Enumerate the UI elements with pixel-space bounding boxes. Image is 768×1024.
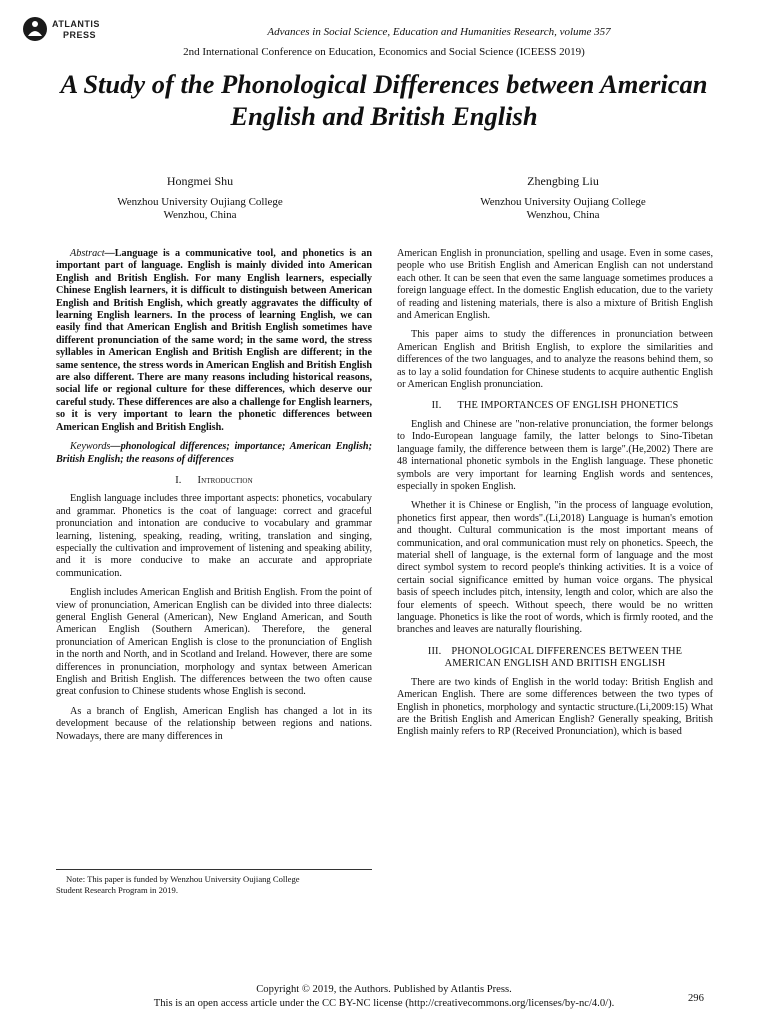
paragraph: This paper aims to study the differences in pronunciation between American English and British English, to explore the similarities and differences of the two languages, and to analyze the reasons behind them, so as to lay a solid foundation for Chinese students to acquire authentic English or American English pronunciation. bbox=[397, 329, 713, 391]
footnote bbox=[56, 874, 372, 895]
section-title: THE IMPORTANCES OF ENGLISH PHONETICS bbox=[457, 400, 679, 412]
section-heading-phonological-differences bbox=[397, 646, 713, 671]
paragraph: English and Chinese are "non-relative pronunciation, the former belongs to Indo-European language family, the latter belongs to Sino-Tibetan language family, the difference between them is large".(He,2002) There are 48 international phonetic symbols in the English language. These phonetic symbols are very important for learning English words and sentences, especially in spoken English. bbox=[397, 418, 713, 492]
keywords-label: Keywords bbox=[70, 441, 111, 453]
section-heading-importances bbox=[397, 400, 713, 412]
section-title: PHONOLOGICAL DIFFERENCES BETWEEN THE AMERICAN ENGLISH AND BRITISH ENGLISH bbox=[444, 645, 683, 670]
section-heading-introduction bbox=[56, 475, 372, 487]
author-affiliation: Wenzhou University Oujiang College bbox=[480, 195, 646, 208]
journal-header bbox=[0, 26, 768, 38]
paragraph: Whether it is Chinese or English, "in the process of language evolution, phonetics first appear, then words".(Li,2018) Language is human's emotion and thought. Cultural communication is the most important means of communication, and oral communication must rely on phonetics. Speech, the material shell of language, is the external form of language and the most direct symbol system to record people's thinking activities. It is a voice of certain social significance emitted by human voice organs. The physical basis of speech includes pitch, intensity, length and color, which are also the four elements of speech. Without speech, there would be no written language. Phonetics is like the root of words, which is firmly rooted, and the branches and leaves are naturally flourishing. bbox=[397, 500, 713, 636]
keywords bbox=[56, 441, 372, 466]
keywords-text: —phonological differences; importance; American English; British English; the reasons of differences bbox=[56, 441, 372, 465]
section-number: I. bbox=[175, 474, 182, 486]
section-number: III. bbox=[427, 645, 442, 657]
right-column bbox=[397, 248, 713, 746]
abstract-text: —Language is a communicative tool, and phonetics is an important part of language. English is mainly divided into American English and British English. For many English learners, especially Chinese English learners, it is difficult to distinguish between American English and British English, which greatly aggravates the difficulty of learning English learners. In the process of learning English, we can easily find that American English and British English sometimes have different pronunciation of the same word; in the same word, the stress syllables in American English and British English are different; in the same sentence, the stress words in American English and British English are also different. There are many reasons including historical reasons, social life or regional culture for these differences, which deserve our careful study. These differences are also a challenge for English learners, so it is very important to learn the phonetic differences between American English and British English. bbox=[56, 248, 372, 433]
paragraph: English language includes three important aspects: phonetics, vocabulary and grammar. Phonetics is the coat of language: correct and graceful pronunciation and intonation are conducive to vocabulary and grammar learning, listening, speaking, reading, writing, translation and singing, especially the cultivation and improvement of listening and speaking ability, and it is more conducive to make an accurate and appropriate communication. bbox=[56, 493, 372, 579]
journal-title: Advances in Social Science, Education and Humanities Research, volume 357 bbox=[267, 26, 611, 38]
author-block bbox=[423, 175, 703, 223]
copyright-footer bbox=[0, 983, 768, 1010]
author-name: Hongmei Shu bbox=[166, 174, 234, 188]
footnote-line: Student Research Program in 2019. bbox=[56, 884, 178, 895]
section-number: II. bbox=[431, 400, 442, 412]
license-text: This is an open access article under the CC BY-NC license (http://creativecommons.org/licenses/by-nc/4.0/). bbox=[153, 997, 615, 1009]
paragraph: As a branch of English, American English has changed a lot in its development because of the relationship between regions and nations. Nowadays, there are many differences in bbox=[56, 705, 372, 742]
author-name: Zhengbing Liu bbox=[527, 174, 599, 188]
paper-title: A Study of the Phonological Differences between American English and British English bbox=[60, 69, 708, 131]
author-location: Wenzhou, China bbox=[163, 209, 237, 221]
conference-header: 2nd International Conference on Education, Economics and Social Science (ICEESS 2019) bbox=[183, 46, 585, 58]
author-block bbox=[60, 175, 340, 223]
paragraph: There are two kinds of English in the world today: British English and American English. There are some differences between the two types of English in phonetics, morphology and syntactic structure.(Li,2009:15) What are the British English and American English? Generally speaking, British English mainly refers to RP (Received Pronunciation), which is based bbox=[397, 676, 713, 738]
author-location: Wenzhou, China bbox=[526, 209, 600, 221]
footnote-divider bbox=[56, 869, 372, 870]
logo-text-line2: PRESS bbox=[63, 30, 97, 40]
abstract-label: Abstract bbox=[70, 248, 105, 259]
page-number: 296 bbox=[688, 993, 704, 1004]
author-affiliation: Wenzhou University Oujiang College bbox=[117, 195, 283, 208]
left-column bbox=[56, 248, 372, 750]
copyright-text: Copyright © 2019, the Authors. Published by Atlantis Press. bbox=[256, 984, 512, 995]
abstract bbox=[56, 248, 372, 434]
section-title: Introduction bbox=[197, 474, 253, 486]
logo-text-line1: ATLANTIS bbox=[52, 19, 100, 29]
footnote-line: Note: This paper is funded by Wenzhou University Oujiang College bbox=[66, 874, 300, 884]
paragraph: English includes American English and British English. From the point of view of pronunciation, American English can be divided into three dialects: general English General (American), New England American, and South American English (Southern American). Therefore, the general pronunciation of American English is close to the pronunciation of English in the north and North, and in Scotland and Ireland. However, there are some differences in pronunciation, morphology and syntax between American English and British English. The differences between the two often cause great confusion to Chinese students whose English is second. bbox=[56, 587, 372, 698]
paragraph: American English in pronunciation, spelling and usage. Even in some cases, people who use British English and American English can not understand each other. It can be seen that even the same language sometimes produces a foreign language effect. In the domestic English education, due to the variety of reading and listening materials, there is also a mixture of British English and American English. bbox=[397, 248, 713, 322]
